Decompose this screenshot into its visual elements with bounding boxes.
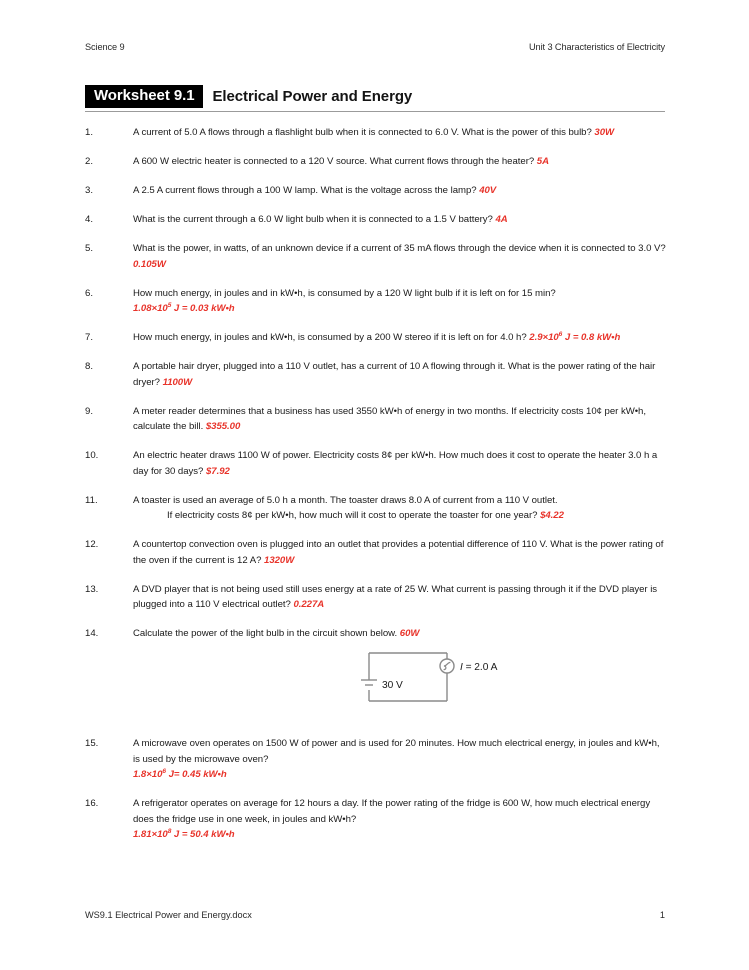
question-item <box>85 359 667 390</box>
bulb-filament <box>444 662 451 669</box>
question-number: 9. <box>85 405 94 417</box>
question-text: A countertop convection oven is plugged into an outlet that provides a potential difference of 110 V. What is the power rating of the oven if the current is 12 A? <box>133 539 664 566</box>
question-body <box>133 241 667 272</box>
question-item <box>85 212 667 228</box>
question-text: A current of 5.0 A flows through a flashlight bulb when it is connected to 6.0 V. What is the power of this bulb? <box>133 127 592 138</box>
battery-voltage-label: 30 V <box>382 679 403 691</box>
question-item <box>85 537 667 568</box>
question-text: How much energy, in joules and in kW•h, is consumed by a 120 W light bulb if it is left on for 15 min? <box>133 287 556 299</box>
worksheet-number-tag: Worksheet 9.1 <box>85 85 203 108</box>
running-head <box>85 42 665 52</box>
page-title: Electrical Power and Energy <box>212 87 413 105</box>
question-text: A 600 W electric heater is connected to a 120 V source. What current flows through the heater? <box>133 156 535 167</box>
question-text: A DVD player that is not being used still uses energy at a rate of 25 W. What current is passing through it if the DVD player is plugged into a 110 V electrical outlet? <box>133 583 658 610</box>
question-text: How much energy, in joules and kW•h, is consumed by a 200 W stereo if it is left on for 4.0 h? <box>133 332 527 343</box>
question-body <box>133 537 667 568</box>
question-number: 14. <box>85 628 99 639</box>
answer-value: $7.92 <box>205 465 230 477</box>
answer-value: $2.9\times 10^6$ J = 0.8 kW•h <box>529 330 621 343</box>
question-item <box>85 286 667 317</box>
question-body <box>133 212 667 228</box>
answer-value: $1.81\times 10^8$ J = 50.4 kW•h <box>133 827 235 840</box>
question-body <box>133 796 667 843</box>
question-text: A microwave oven operates on 1500 W of power and is used for 20 minutes. How much electrical energy, in joules and kW•h, is used by the microwave oven? <box>133 738 660 765</box>
answer-value: $4.22 <box>540 510 564 521</box>
question-item <box>85 241 667 272</box>
question-body <box>133 125 667 141</box>
question-number: 8. <box>85 361 94 372</box>
footer-page-number: 1 <box>659 910 665 920</box>
answer-value: $355.00 <box>205 421 241 432</box>
question-item <box>85 626 667 723</box>
question-number: 10. <box>85 450 99 461</box>
question-item <box>85 582 667 613</box>
circuit-diagram <box>133 647 667 721</box>
question-item <box>85 736 667 783</box>
header-course-label: Science 9 <box>85 42 125 52</box>
answer-value: 0.227A <box>293 599 325 610</box>
question-number: 13. <box>85 583 99 595</box>
question-item <box>85 183 667 199</box>
question-number: 11. <box>85 494 98 506</box>
answer-value: 1100W <box>162 376 193 388</box>
question-number: 5. <box>85 243 94 254</box>
question-text: Calculate the power of the light bulb in the circuit shown below. <box>133 628 398 639</box>
answer-value: 5A <box>536 156 549 167</box>
question-body <box>133 582 667 613</box>
question-number: 3. <box>85 185 94 196</box>
question-text: A portable hair dryer, plugged into a 110 V outlet, has a current of 10 A flowing through it. What is the power rating of the hair dryer? <box>133 361 656 388</box>
question-number: 6. <box>85 287 94 299</box>
question-text: A meter reader determines that a business has used 3550 kW•h of energy in two months. If electricity costs 10¢ per kW•h, calculate the bill. <box>133 405 646 432</box>
question-item <box>85 404 667 435</box>
question-body <box>133 448 667 479</box>
title-row <box>85 85 665 108</box>
question-item <box>85 448 667 479</box>
bulb-circle <box>440 659 454 673</box>
answer-value: $1.08\times 10^5$ J = 0.03 kW•h <box>133 301 235 314</box>
question-text: What is the power, in watts, of an unknown device if a current of 35 mA flows through the device when it is connected to 3.0 V? <box>133 243 666 254</box>
current-label: I = 2.0 A <box>460 661 498 673</box>
question-item <box>85 493 667 524</box>
question-body <box>133 493 667 524</box>
answer-value: 30W <box>594 127 615 138</box>
answer-value: 40V <box>479 185 497 196</box>
question-number: 15. <box>85 738 99 749</box>
question-text: A 2.5 A current flows through a 100 W lamp. What is the voltage across the lamp? <box>133 185 477 196</box>
question-item <box>85 330 667 346</box>
title-divider <box>85 111 665 112</box>
question-number: 16. <box>85 798 99 809</box>
question-text: An electric heater draws 1100 W of power. Electricity costs 8¢ per kW•h. How much does it cost to operate the heater 3.0 h a day for 30 days? <box>133 450 658 477</box>
header-unit-label: Unit 3 Characteristics of Electricity <box>529 42 665 52</box>
question-body <box>133 183 667 199</box>
answer-value: 4A <box>495 214 508 225</box>
question-body <box>133 626 667 723</box>
question-number: 4. <box>85 214 94 225</box>
answer-value: $1.8\times 10^6$ J= 0.45 kW•h <box>133 767 227 780</box>
question-text: What is the current through a 6.0 W light bulb when it is connected to a 1.5 V battery? <box>133 214 493 225</box>
answer-value: 60W <box>399 628 420 639</box>
question-text: A refrigerator operates on average for 12 hours a day. If the power rating of the fridge is 600 W, how much electrical energy does the fridge use in one week, in joules and kW•h? <box>133 798 651 825</box>
page-footer <box>85 910 665 920</box>
answer-value: 0.105W <box>133 258 166 270</box>
answer-value: 1320W <box>264 554 295 566</box>
question-body <box>133 404 667 435</box>
question-number: 2. <box>85 156 94 167</box>
question-item <box>85 796 667 843</box>
question-body <box>133 154 667 170</box>
question-item <box>85 125 667 141</box>
question-number: 12. <box>85 539 99 550</box>
circuit-svg <box>355 647 545 721</box>
question-body <box>133 286 667 317</box>
question-text-continued: If electricity costs 8¢ per kW•h, how much will it cost to operate the toaster for one year? <box>167 510 538 521</box>
question-number: 1. <box>85 127 94 138</box>
question-text: A toaster is used an average of 5.0 h a month. The toaster draws 8.0 A of current from a 110 V outlet. <box>133 494 558 506</box>
question-body <box>133 330 667 346</box>
question-body <box>133 359 667 390</box>
footer-filename: WS9.1 Electrical Power and Energy.docx <box>85 910 252 920</box>
question-number: 7. <box>85 332 94 343</box>
question-item <box>85 154 667 170</box>
question-list <box>85 125 667 856</box>
question-body <box>133 736 667 783</box>
worksheet-title-block <box>85 85 665 112</box>
